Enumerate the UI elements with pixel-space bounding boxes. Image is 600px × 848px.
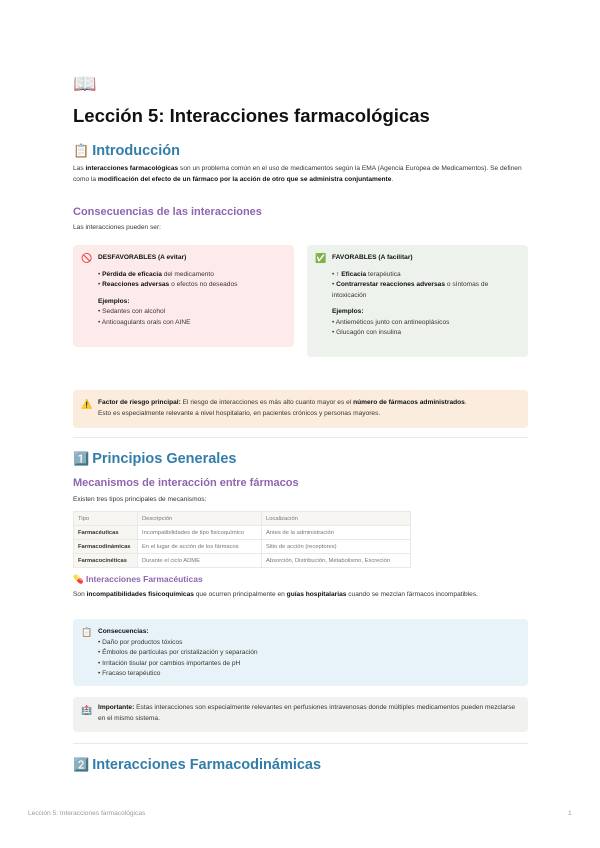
column-header: Descripción [138,512,262,526]
hospital-icon: 🏥 [81,705,93,715]
examples-label: Ejemplos: [98,297,130,305]
warning-icon: ⚠️ [81,399,93,409]
list-item: • Irritación tisular por cambios importantes de pH [98,659,241,667]
prohibited-icon: 🚫 [81,253,93,263]
number-one-icon: 1️⃣ [73,451,90,466]
consequences-heading: Consecuencias de las interacciones [73,206,262,218]
table-cell: Incompatibilidades de tipo fisicoquímico [138,526,262,540]
consequences-lead: Las interacciones pueden ser: [73,224,161,231]
list-item: • Contrarrestar reacciones adversas o síntomas de intoxicación [332,281,489,299]
divider [73,743,528,744]
mechanisms-lead: Existen tres tipos principales de mecanismos: [73,496,207,503]
list-item: • Glucagón con insulina [332,329,402,336]
consequences-label: Consecuencias: [98,628,149,635]
pill-icon: 💊 [73,574,84,584]
table-cell: Farmacéuticas [74,526,138,540]
check-icon: ✅ [315,253,327,263]
table-row [74,526,411,540]
mechanisms-table [73,511,411,568]
list-item: • Fracaso terapéutico [98,670,161,677]
list-item: • Anticoagulants orals con AINE [98,318,191,326]
list-item: • Émbolos de partículas por cristalización y separación [98,649,258,656]
table-row [74,554,411,568]
unfavorable-callout [73,245,294,347]
risk-note: Esto es especialmente relevante a nivel hospitalario, en pacientes crónicos y personas mayores. [98,409,381,417]
page-number: 1 [568,810,572,817]
consequences-callout [73,619,528,686]
divider [73,437,528,438]
principles-heading: 1️⃣ Principios Generales [73,451,237,467]
favorable-callout [307,245,528,357]
table-header-row [74,512,411,526]
favorable-title: FAVORABLES (A facilitar) [332,254,413,261]
pharmacodynamics-heading: 2️⃣ Interacciones Farmacodinámicas [73,757,322,773]
table-cell: Absorción, Distribución, Metabolismo, Excreción [262,554,411,568]
mechanisms-heading: Mecanismos de interacción entre fármacos [73,477,299,489]
table-cell: En el lugar de acción de los fármacos [138,540,262,554]
list-item: • Antieméticos junto con antineoplásicos [332,318,450,326]
column-header: Tipo [74,512,138,526]
unfavorable-title: DESFAVORABLES (A evitar) [98,254,187,261]
table-cell: Sitio de acción (receptores) [262,540,411,554]
table-cell: Farmacocinéticas [74,554,138,568]
list-item: • Pérdida de eficacia del medicamento [98,270,214,278]
table-cell: Antes de la administración [262,526,411,540]
list-item: • Reacciones adversas o efectos no deseados [98,281,238,288]
list-item: • ↑ Eficacia terapéutica [332,270,401,278]
pharmaceutical-paragraph: Son incompatibilidades fisicoquímicas que ocurren principalmente en guías hospitalarias cuando se mezclan fármacos incompatibles. [73,591,478,598]
list-item: • Sedantes con alcohol [98,308,166,315]
page-title: Lección 5: Interacciones farmacológicas [73,105,430,126]
book-icon: 📖 [73,74,97,95]
intro-heading [73,141,180,161]
pharmaceutical-heading: 💊 Interacciones Farmacéuticas [73,574,203,584]
list-item: • Daño por productos tóxicos [98,638,183,646]
table-row [74,540,411,554]
risk-callout: ⚠️ Factor de riesgo principal: El riesgo de interacciones es más alto cuanto mayor es el número de fármacos administrados. Esto es especialmente relevante a nivel hospitalario, en pacientes crónicos y personas mayores. [73,390,528,428]
footer-title: Lección 5: Interacciones farmacológicas [28,810,146,817]
clipboard-icon: 📋 [81,627,93,637]
examples-label: Ejemplos: [332,308,364,315]
table-cell: Farmacodinámicas [74,540,138,554]
intro-paragraph: Las interacciones farmacológicas son un problema común en el uso de medicamentos según la EMA (Agencia Europea de Medicamentos). Se definen como la modificación del efecto de un fármaco por la acción de otro que se administra conjuntamente. [73,165,522,183]
number-two-icon: 2️⃣ [73,757,90,772]
column-header: Localización [262,512,411,526]
important-callout: 🏥 Importante: Estas interacciones son especialmente relevantes en perfusiones intravenosas donde múltiples medicamentos pueden mezclarse en el mismo sistema. [73,697,528,732]
intro-heading-text: Introducción [92,143,180,159]
table-cell: Durante el ciclo ADME [138,554,262,568]
clipboard-icon: 📋 [73,143,90,158]
